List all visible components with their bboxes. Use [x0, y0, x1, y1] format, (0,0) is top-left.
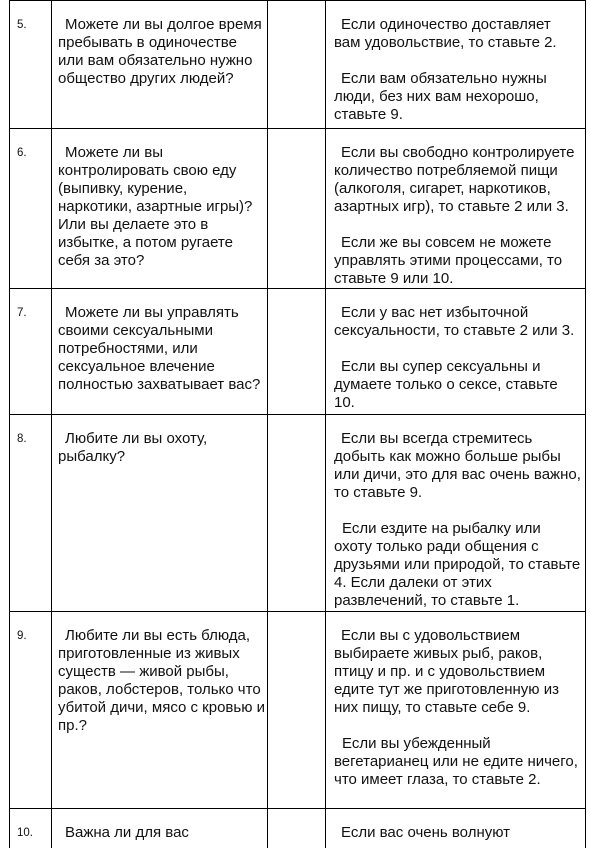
question-cell [52, 1, 268, 129]
question-text: Важна ли для вас [65, 824, 189, 841]
answer-text: Если вас очень волнуют [341, 824, 511, 841]
score-cell[interactable] [268, 612, 326, 809]
answer-text: Если же вы совсем не можете управлять этими процессами, то ставьте 9 или 10. [334, 234, 563, 287]
question-cell [52, 415, 268, 612]
question-text: Можете ли вы управлять своими сексуальными потребностями, или сексуальное влечение полностью захватывает вас? [58, 304, 261, 393]
row-number-cell [10, 129, 52, 289]
row-number: 8. [17, 433, 27, 445]
row-number-cell [10, 1, 52, 129]
answer-text: Если вы всегда стремитесь добыть как можно больше рыбы или дичи, это для вас очень важно, то ставьте 9. [334, 430, 581, 501]
table-row [10, 129, 586, 289]
answer-text: Если одиночество доставляет вам удовольствие, то ставьте 2. [334, 16, 557, 51]
answer-text: Если у вас нет избыточной сексуальности, то ставьте 2 или 3. [334, 304, 575, 339]
answer-cell [326, 289, 586, 415]
question-text: Можете ли вы долгое время пребывать в одиночестве или вам обязательно нужно общество других людей? [58, 16, 262, 87]
table-row [10, 289, 586, 415]
row-number-cell [10, 289, 52, 415]
question-text: Любите ли вы есть блюда, приготовленные из живых существ — живой рыбы, раков, лобстеров, только что убитой дичи, мясо с кровью и пр.? [58, 627, 265, 734]
score-cell[interactable] [268, 289, 326, 415]
row-number-cell [10, 415, 52, 612]
answer-text: Если ездите на рыбалку или охоту только ради общения с друзьями или природой, то ставьте 4. Если далеки от этих развлечений, то ставьте 1. [334, 520, 581, 609]
question-text: Можете ли вы контролировать свою еду (выпивку, курение, наркотики, азартные игры)? Или вы делаете это в избытке, а потом ругаете себя за это? [58, 144, 253, 269]
answer-text: Если вам обязательно нужны люди, без них вам нехорошо, ставьте 9. [334, 70, 547, 123]
row-number: 9. [17, 630, 27, 642]
score-cell[interactable] [268, 809, 326, 848]
answer-text: Если вы с удовольствием выбираете живых рыб, раков, птицу и пр. и с удовольствием едите тут же приготовленную из них пищу, то ставьте себе 9. [334, 627, 559, 716]
answer-cell [326, 415, 586, 612]
question-cell [52, 612, 268, 809]
question-text: Любите ли вы охоту, рыбалку? [58, 430, 208, 465]
table-row [10, 415, 586, 612]
answer-text: Если вы супер сексуальны и думаете только о сексе, ставьте 10. [334, 358, 558, 411]
score-cell[interactable] [268, 129, 326, 289]
questionnaire-table [9, 0, 586, 848]
row-number: 10. [17, 827, 33, 839]
answer-text: Если вы свободно контролируете количество потребляемой пищи (алкоголя, сигарет, наркотиков, азартных игр), то ставьте 2 или 3. [334, 144, 575, 215]
row-number-cell [10, 809, 52, 848]
table-row [10, 809, 586, 848]
table-row [10, 1, 586, 129]
answer-cell [326, 129, 586, 289]
row-number-cell [10, 612, 52, 809]
answer-cell [326, 1, 586, 129]
answer-text: Если вы убежденный вегетарианец или не едите ничего, что имеет глаза, то ставьте 2. [334, 735, 578, 788]
row-number: 6. [17, 147, 27, 159]
row-number: 7. [17, 307, 27, 319]
answer-cell [326, 809, 586, 848]
score-cell[interactable] [268, 415, 326, 612]
question-cell [52, 809, 268, 848]
row-number: 5. [17, 19, 27, 31]
score-cell[interactable] [268, 1, 326, 129]
table-row [10, 612, 586, 809]
question-cell [52, 129, 268, 289]
question-cell [52, 289, 268, 415]
answer-cell [326, 612, 586, 809]
